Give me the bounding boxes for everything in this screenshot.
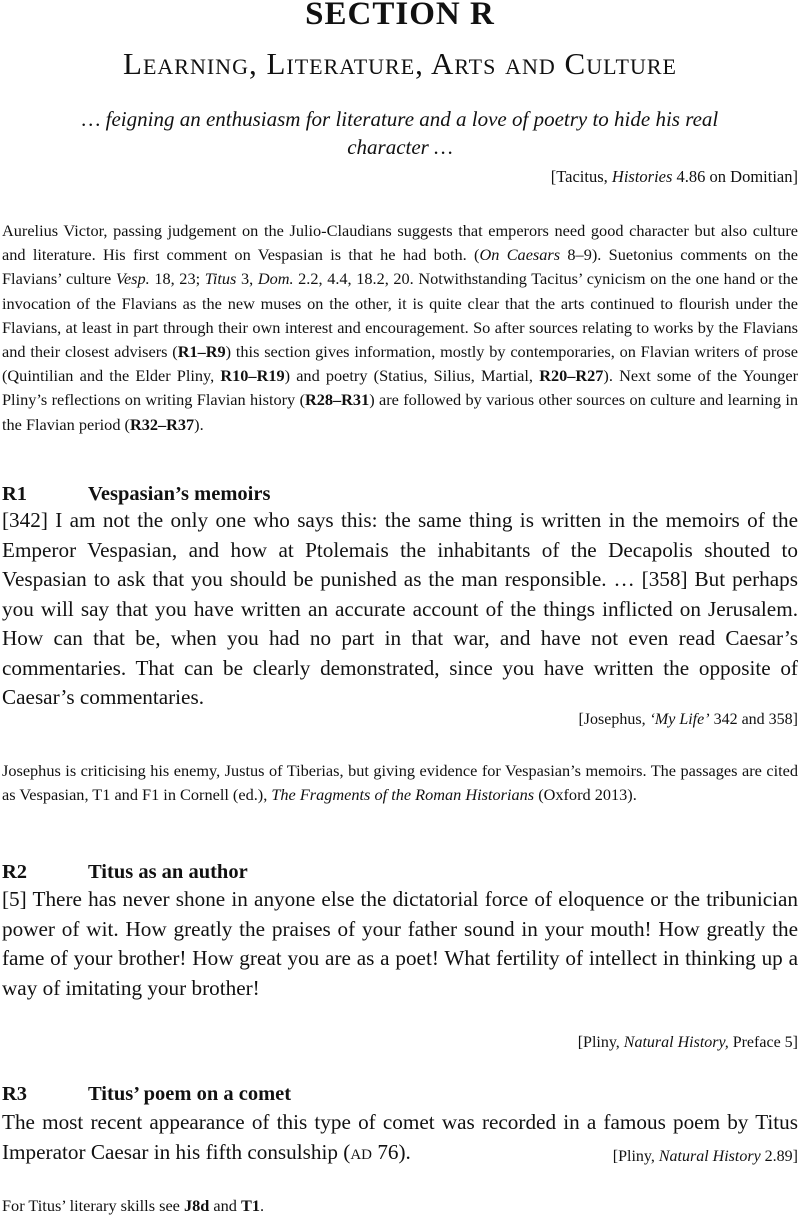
r1-note (2, 759, 798, 807)
intro-work-title: On Caesars (479, 245, 561, 265)
r2-citation (298, 1032, 798, 1054)
intro-text: ). (194, 414, 204, 434)
r3-note-cross-reference[interactable]: T1 (240, 1196, 260, 1215)
r2-cite-work: Natural History, (623, 1034, 729, 1051)
intro-work-title: Titus (204, 269, 237, 289)
r3-note-text: For Titus’ literary skills see (2, 1196, 184, 1215)
r3-quote-era: ad (350, 1139, 373, 1164)
r3-note-text: . (259, 1196, 265, 1215)
r3-heading (2, 1081, 782, 1107)
intro-cross-reference[interactable]: R10–R19 (220, 366, 285, 386)
r1-title: Vespasian’s memoirs (88, 483, 271, 505)
intro-text: 8–9). Suetonius comments on the Flavians’ culture (2, 245, 798, 289)
r1-quote: [342] I am not the only one who says this: the same thing is written in the memoirs of the Emperor Vespasian, and how at Ptolemais the inhabitants of the Decapolis shouted to Vespasian to ask that you should be punished as the man responsible. … [358] But perhaps you will say that you have written an accurate account of the things inflicted on Jerusalem. How can that be, when you had no part in that war, and have not even read Caesar’s commentaries. That can be clearly demonstrated, since you have written the opposite of Caesar’s commentaries. (2, 508, 798, 709)
r2-cite-open: [Pliny, (577, 1034, 624, 1051)
intro-text: ). Next some of the Younger Pliny’s reflections on writing Flavian history ( (2, 366, 798, 410)
intro-text: ) this section gives information, mostly by contemporaries, on Flavian writers of prose (Quintilian and the Elder Pliny, (2, 342, 798, 386)
r3-cite-close: 2.89] (760, 1148, 798, 1165)
intro-text: ) are followed by various other sources on culture and learning in the Flavian period ( (2, 390, 799, 434)
intro-work-title: Dom. (257, 269, 294, 289)
r3-note-text: and (209, 1196, 241, 1215)
r3-number: R3 (2, 1083, 28, 1105)
epigraph-cite-close: 4.86 on Domitian] (672, 167, 798, 186)
r2-number: R2 (2, 861, 28, 883)
r1-cite-work: ‘My Life’ (649, 711, 710, 728)
r3-quote-text: The most recent appearance of this type of comet was recorded in a famous poem by Titus Imperator Caesar in his fifth consulship ( (2, 1110, 798, 1164)
intro-cross-reference[interactable]: R32–R37 (129, 414, 195, 434)
r1-note-text: Josephus is criticising his enemy, Justus of Tiberias, but giving evidence for Vespasian’s memoirs. The passages are cited as Vespasian, T1 and F1 in Cornell (ed.), (2, 761, 798, 805)
r2-heading (2, 859, 782, 885)
epigraph-cite-work: Histories (611, 167, 673, 186)
r3-cite-open: [Pliny, (612, 1148, 659, 1165)
r2-cite-close: Preface 5] (728, 1034, 798, 1051)
epigraph-citation (278, 166, 798, 188)
intro-paragraph (2, 219, 798, 437)
r1-cite-open: [Josephus, (578, 711, 650, 728)
r3-citation (298, 1146, 798, 1168)
intro-work-title: Vesp. (115, 269, 150, 289)
section-subtitle: Learning, Literature, Arts and Culture (123, 46, 677, 81)
intro-cross-reference[interactable]: R28–R31 (305, 390, 370, 410)
r3-quote-text: 76). (372, 1139, 411, 1164)
r3-cite-work: Natural History (658, 1148, 761, 1165)
epigraph-cite-open: [Tacitus, (550, 167, 612, 186)
r3-note-cross-reference[interactable]: J8d (183, 1196, 210, 1215)
r1-note-work: The Fragments of the Roman Historians (271, 785, 535, 805)
r2-quote: [5] There has never shone in anyone else the dictatorial force of eloquence or the tribunician power of wit. How greatly the praises of your father sound in your mouth! How greatly the fame of your brother! How great you are as a poet! What fertility of intellect in thinking up a way of imitating your brother! (2, 887, 798, 1000)
section-title: SECTION R (305, 0, 495, 32)
intro-cross-reference[interactable]: R1–R9 (177, 342, 226, 362)
intro-text: 18, 23; (149, 269, 205, 289)
r1-cite-close: 342 and 358] (709, 711, 798, 728)
r2-title: Titus as an author (88, 861, 248, 883)
intro-text: ) and poetry (Statius, Silius, Martial, (284, 366, 540, 386)
r3-title: Titus’ poem on a comet (88, 1083, 292, 1105)
epigraph: … feigning an enthusiasm for literature and a love of poetry to hide his real character … (81, 107, 719, 159)
r1-note-text: (Oxford 2013). (534, 785, 637, 805)
intro-text: Aurelius Victor, passing judgement on the Julio-Claudians suggests that emperors need good character but also culture and literature. His first comment on Vespasian is that he had both. ( (2, 221, 798, 265)
intro-text: 2.2, 4.4, 18.2, 20. Notwithstanding Tacitus’ cynicism on the one hand or the invocation of the Flavians as the new muses on the other, it is quite clear that the arts continued to flourish under the Flavians, at least in part through their own interest and encouragement. So after sources relating to works by the Flavians and their closest advisers ( (2, 269, 798, 362)
r1-number: R1 (2, 483, 28, 505)
intro-text: 3, (236, 269, 258, 289)
r3-note (2, 1194, 798, 1218)
intro-cross-reference[interactable]: R20–R27 (539, 366, 604, 386)
r1-heading (2, 481, 782, 507)
r1-citation (298, 709, 798, 731)
